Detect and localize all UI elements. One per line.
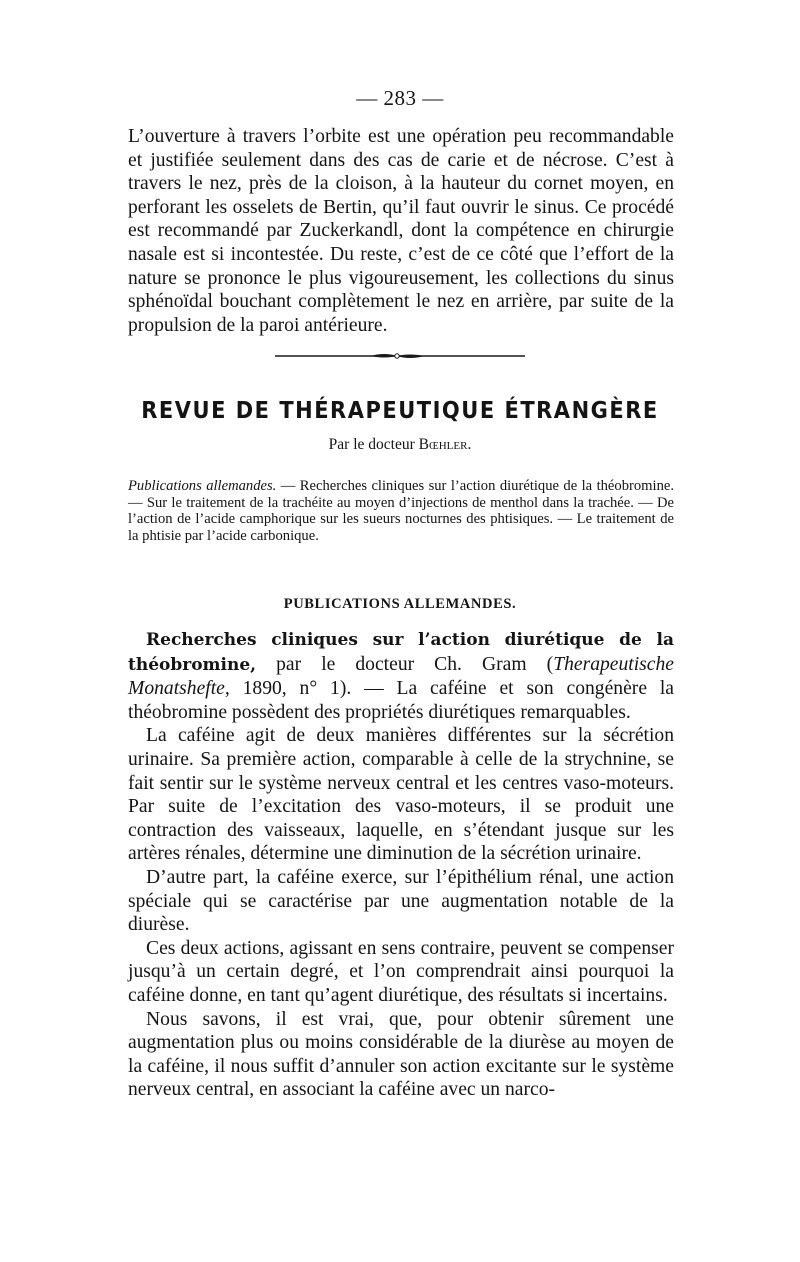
summary-text: — Recherches cliniques sur l’action diurétique de la théobromine. — Sur le traitement de la trachéite au moyen d’injections de menthol dans la trachée. — De l’action de l’acide camphorique sur les sueurs nocturnes des phtisiques. — Le traitement de la phtisie par l’acide carbonique. xyxy=(128,478,674,544)
byline-prefix: Par le docteur xyxy=(328,436,415,453)
byline xyxy=(0,436,800,454)
article-paragraph: Ces deux actions, agissant en sens contraire, peuvent se compenser jusqu’à un certain degré, et l’on comprendrait ainsi pourquoi la caféine donne, en tant qu’agent diurétique, des résultats si incertains. xyxy=(128,937,674,1006)
intro-paragraph-block xyxy=(128,125,674,337)
summary-category: Publications allemandes. xyxy=(128,478,277,494)
byline-author: Bœhler. xyxy=(418,436,472,453)
article-body xyxy=(128,628,674,1102)
article-lead-journal: Therapeutische Monatshefte, xyxy=(128,653,674,700)
article-lead-author: par le docteur Ch. Gram ( xyxy=(256,653,554,675)
page-number: — 283 — xyxy=(356,86,444,110)
article-paragraph: D’autre part, la caféine exerce, sur l’épithélium rénal, une action spéciale qui se caractérise par une augmentation notable de la diurèse. xyxy=(128,866,674,936)
intro-paragraph: L’ouverture à travers l’orbite est une opération peu recommandable et justifiée seulement dans des cas de carie et de nécrose. C’est à travers le nez, près de la cloison, à la hauteur du cornet moyen, en perforant les osselets de Bertin, qu’il faut ouvrir le sinus. Ce procédé est recommandé par Zuckerkandl, dont la compétence en chirurgie nasale est si incontestée. Du reste, c’est de ce côté que l’effort de la nature se prononce le plus vigoureusement, les collections du sinus sphénoïdal bouchant complètement le nez en arrière, par suite de la propulsion de la paroi antérieure. xyxy=(128,126,674,336)
article-lead-title: Recherches cliniques sur l’action diurétique de la théobromine, xyxy=(128,630,674,675)
section-title: REVUE DE THÉRAPEUTIQUE ÉTRANGÈRE xyxy=(141,396,659,424)
article-lead-rest: 1890, n° 1). — La caféine et son congénère la théobromine possèdent des propriétés diurétiques remarquables. xyxy=(128,678,674,723)
article-lead-paragraph xyxy=(128,628,674,724)
ornamental-rule xyxy=(275,352,525,360)
summary-block xyxy=(128,478,674,544)
article-paragraph: La caféine agit de deux manières différentes sur la sécrétion urinaire. Sa première action, comparable à celle de la strychnine, se fait sentir sur le système nerveux central et les centres vaso-moteurs. Par suite de l’excitation des vaso-moteurs, il se produit une contraction des vaisseaux, laquelle, en s’étendant jusque sur les artères rénales, détermine une diminution de la sécrétion urinaire. xyxy=(128,725,674,865)
subheading: PUBLICATIONS ALLEMANDES. xyxy=(283,596,517,612)
article-paragraph: Nous savons, il est vrai, que, pour obtenir sûrement une augmentation plus ou moins considérable de la diurèse au moyen de la caféine, il nous suffit d’annuler son action excitante sur le système nerveux central, en associant la caféine avec un narco- xyxy=(128,1008,674,1101)
